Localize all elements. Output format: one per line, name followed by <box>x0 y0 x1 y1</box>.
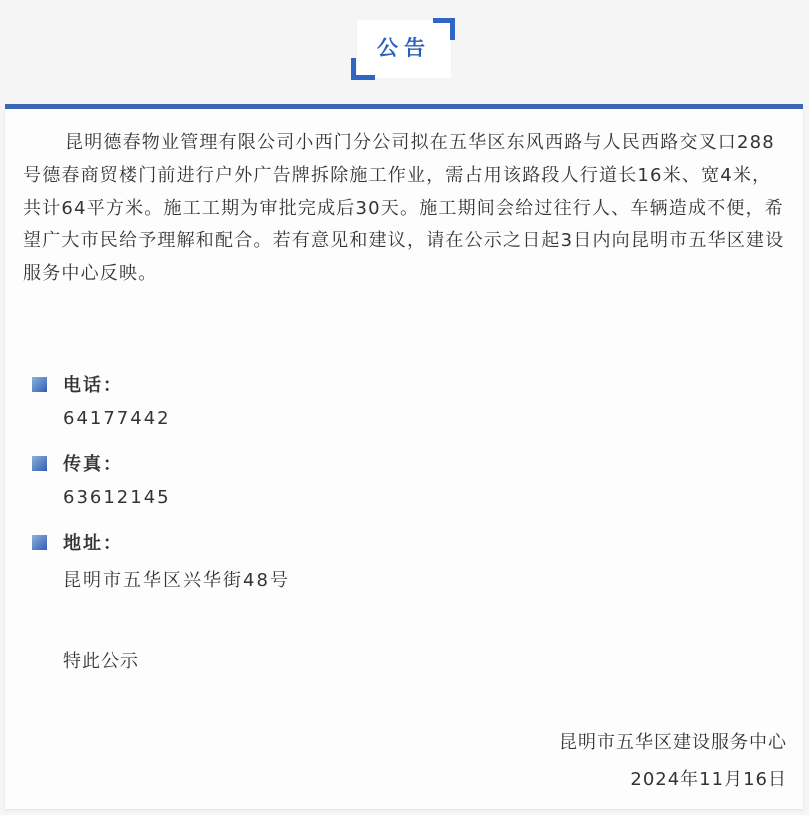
notice-paragraph: 昆明德春物业管理有限公司小西门分公司拟在五华区东风西路与人民西路交叉口288号德春商贸楼门前进行户外广告牌拆除施工作业，需占用该路段人行道长16米、宽4米，共计64平方米。施工工期为审批完成后30天。施工期间会给过往行人、车辆造成不便，希望广大市民给予理解和配合。若有意见和建议，请在公示之日起3日内向昆明市五华区建设服务中心反映。 <box>23 132 785 285</box>
phone-value: 64177442 <box>63 408 171 429</box>
bullet-square-icon <box>32 377 47 392</box>
fax-label: 传真： <box>63 454 123 475</box>
fax-label-row <box>32 450 123 476</box>
phone-label-row <box>32 371 123 397</box>
announcement-badge <box>357 18 455 80</box>
address-label-row <box>32 529 123 555</box>
signature-organization: 昆明市五华区建设服务中心 <box>559 732 787 753</box>
fax-value: 63612145 <box>63 487 171 508</box>
address-value: 昆明市五华区兴华街48号 <box>63 570 290 591</box>
address-label: 地址： <box>63 533 123 554</box>
closing-statement: 特此公示 <box>63 651 139 672</box>
signature-date: 2024年11月16日 <box>630 769 787 790</box>
header <box>0 0 809 104</box>
page-title: 公告 <box>377 36 431 60</box>
notice-card <box>5 109 803 809</box>
phone-label: 电话： <box>63 375 123 396</box>
bullet-square-icon <box>32 456 47 471</box>
bullet-square-icon <box>32 535 47 550</box>
